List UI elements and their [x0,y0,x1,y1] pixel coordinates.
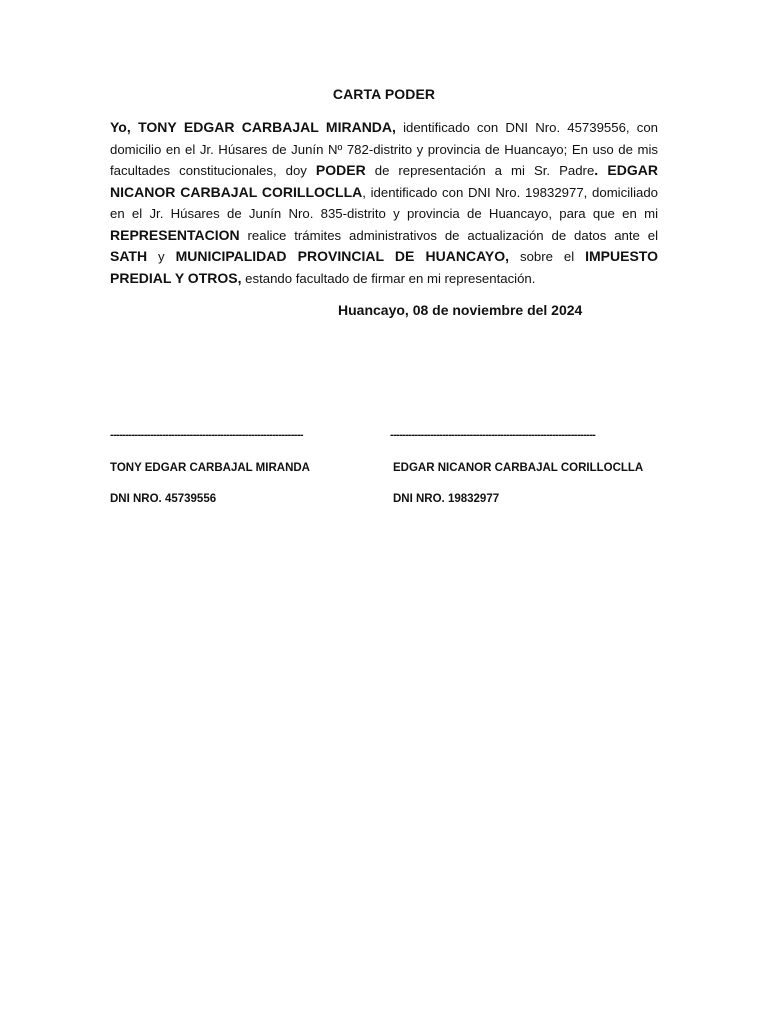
signature-line-right: ------------------------------------------------------------------- [390,429,596,441]
signatory-dni-right: DNI NRO. 19832977 [393,493,500,505]
body-paragraph [110,117,658,289]
impuesto-keyword: IMPUESTO PREDIAL Y OTROS, [110,248,658,286]
text-segment: identificado con DNI Nro. 45739556, con domicilio en el Jr. Húsares de Junín Nº 782-distrito y provincia de Huancayo; En uso de mis facultades constitucionales, doy [110,120,659,178]
text-segment: estando facultado de firmar en mi representación. [241,270,536,286]
municipalidad-keyword: MUNICIPALIDAD PROVINCIAL DE HUANCAYO, [175,248,510,264]
grantee-name: . EDGAR NICANOR CARBAJAL CORILLOCLLA [110,162,658,200]
poder-keyword: PODER [315,162,366,178]
signatory-dni-left: DNI NRO. 45739556 [110,493,217,505]
text-segment: y [147,249,176,264]
document-title: CARTA PODER [332,86,436,102]
text-segment: sobre el [509,249,586,264]
representacion-keyword: REPRESENTACION [110,226,240,243]
signatory-name-left: TONY EDGAR CARBAJAL MIRANDA [110,462,310,474]
text-segment: , identificado con DNI Nro. 19832977, domiciliado en el Jr. Húsares de Junín Nro. 835-distrito y provincia de Huancayo, para que en mi [110,184,658,221]
text-segment: de representación a mi Sr. Padre [365,163,595,178]
signatory-name-right: EDGAR NICANOR CARBAJAL CORILLOCLLA [393,462,644,474]
place-date: Huancayo, 08 de noviembre del 2024 [338,302,583,318]
sath-keyword: SATH [110,248,148,264]
text-segment: realice trámites administrativos de actualización de datos ante el [239,227,658,243]
grantor-intro: Yo, TONY EDGAR CARBAJAL MIRANDA, [110,119,396,135]
signature-line-left: --------------------------------------------------------------- [110,429,303,441]
